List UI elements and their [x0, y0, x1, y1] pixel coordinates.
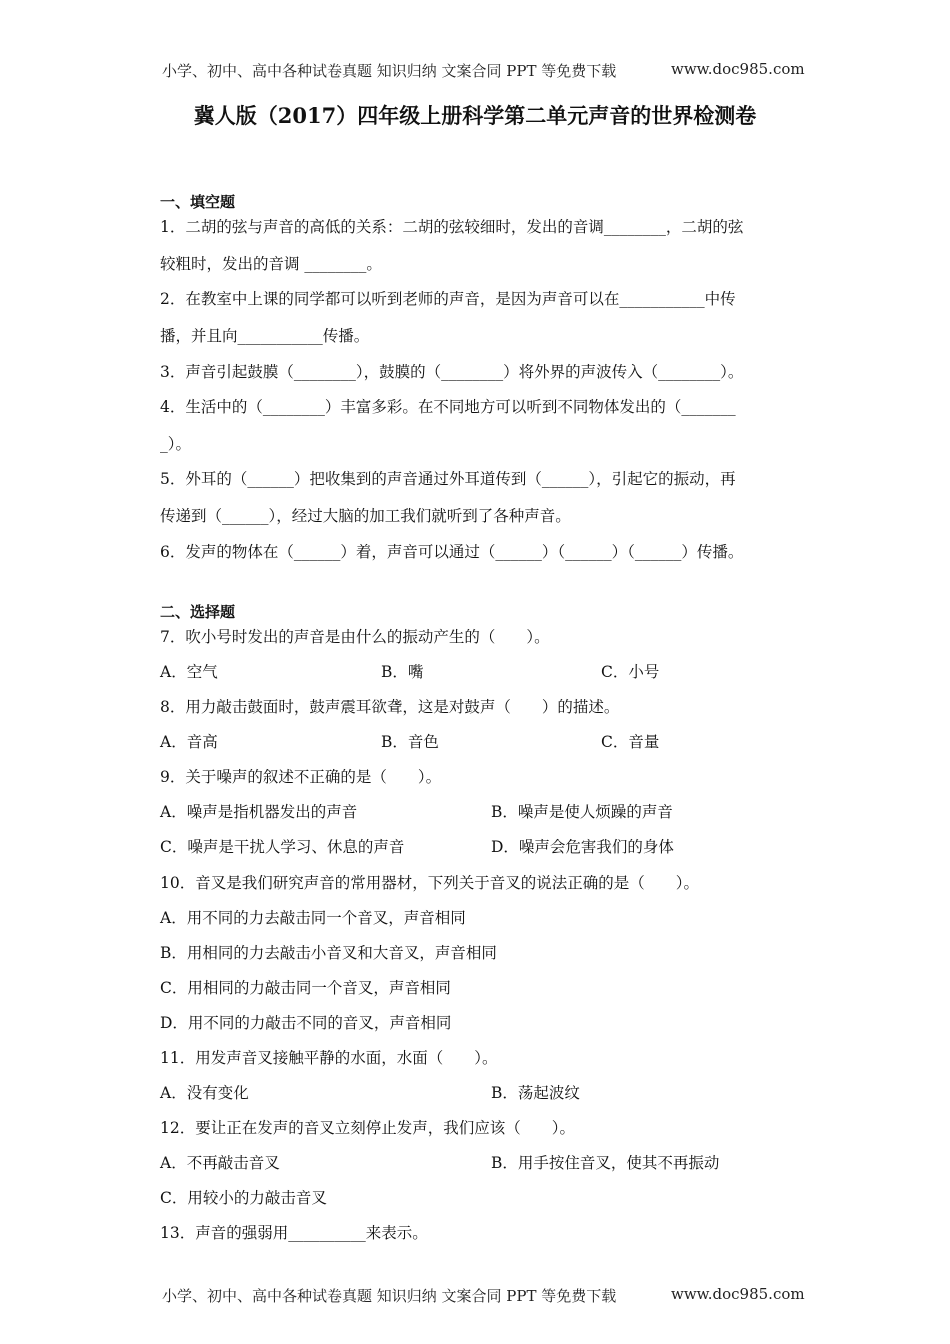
- option-a: A．没有变化: [160, 1084, 249, 1102]
- option-c: C．音量: [601, 733, 660, 751]
- question-line: 2．在教室中上课的同学都可以听到老师的声音，是因为声音可以在___________中传: [160, 290, 736, 308]
- question-stem: 11．用发声音叉接触平静的水面，水面（ ）。: [160, 1049, 498, 1067]
- question-line: 播，并且向___________传播。: [160, 327, 370, 345]
- question-stem: 8．用力敲击鼓面时，鼓声震耳欲聋，这是对鼓声（ ）的描述。: [160, 698, 620, 716]
- question-line: 较粗时，发出的音调 ________。: [160, 255, 382, 273]
- question-line: 传递到（______），经过大脑的加工我们就听到了各种声音。: [160, 507, 571, 525]
- option-b: B．荡起波纹: [491, 1084, 580, 1102]
- option-a: A．噪声是指机器发出的声音: [160, 803, 358, 821]
- option-c: C．噪声是干扰人学习、休息的声音: [160, 838, 405, 856]
- option-c: C．用相同的力敲击同一个音叉，声音相同: [160, 979, 451, 997]
- option-a: A．不再敲击音叉: [160, 1154, 280, 1172]
- option-c: C．用较小的力敲击音叉: [160, 1189, 327, 1207]
- question-stem: 7．吹小号时发出的声音是由什么的振动产生的（ ）。: [160, 628, 550, 646]
- header-url[interactable]: www.doc985.com: [671, 60, 805, 78]
- option-a: A．音高: [160, 733, 218, 751]
- footer-banner: 小学、初中、高中各种试卷真题 知识归纳 文案合同 PPT 等免费下载: [162, 1287, 617, 1305]
- page-title: 冀人版（2017）四年级上册科学第二单元声音的世界检测卷: [193, 103, 757, 128]
- question-stem: 13．声音的强弱用__________来表示。: [160, 1224, 428, 1242]
- question-line: 6．发声的物体在（______）着，声音可以通过（______）（______）（______）传播。: [160, 543, 744, 561]
- option-c: C．小号: [601, 663, 660, 681]
- option-d: D．噪声会危害我们的身体: [491, 838, 674, 856]
- footer-url[interactable]: www.doc985.com: [671, 1285, 805, 1303]
- question-stem: 9．关于噪声的叙述不正确的是（ ）。: [160, 768, 442, 786]
- option-a: A．空气: [160, 663, 218, 681]
- question-line: 3．声音引起鼓膜（________），鼓膜的（________）将外界的声波传入（________）。: [160, 363, 744, 381]
- option-d: D．用不同的力敲击不同的音叉，声音相同: [160, 1014, 452, 1032]
- question-line: _）。: [160, 435, 192, 453]
- section-heading-fill-blank: 一、填空题: [160, 193, 236, 211]
- question-stem: 10．音叉是我们研究声音的常用器材，下列关于音叉的说法正确的是（ ）。: [160, 874, 699, 892]
- question-stem: 12．要让正在发声的音叉立刻停止发声，我们应该（ ）。: [160, 1119, 575, 1137]
- question-line: 1．二胡的弦与声音的高低的关系：二胡的弦较细时，发出的音调________，二胡的弦: [160, 218, 744, 236]
- question-line: 4．生活中的（________）丰富多彩。在不同地方可以听到不同物体发出的（_______: [160, 398, 736, 416]
- option-b: B．用相同的力去敲击小音叉和大音叉，声音相同: [160, 944, 497, 962]
- option-b: B．音色: [381, 733, 439, 751]
- option-a: A．用不同的力去敲击同一个音叉，声音相同: [160, 909, 466, 927]
- section-heading-choice: 二、选择题: [160, 603, 236, 621]
- option-b: B．用手按住音叉，使其不再振动: [491, 1154, 720, 1172]
- option-b: B．噪声是使人烦躁的声音: [491, 803, 673, 821]
- header-banner: 小学、初中、高中各种试卷真题 知识归纳 文案合同 PPT 等免费下载: [162, 62, 617, 80]
- option-b: B．嘴: [381, 663, 424, 681]
- question-line: 5．外耳的（______）把收集到的声音通过外耳道传到（______），引起它的振动，再: [160, 470, 736, 488]
